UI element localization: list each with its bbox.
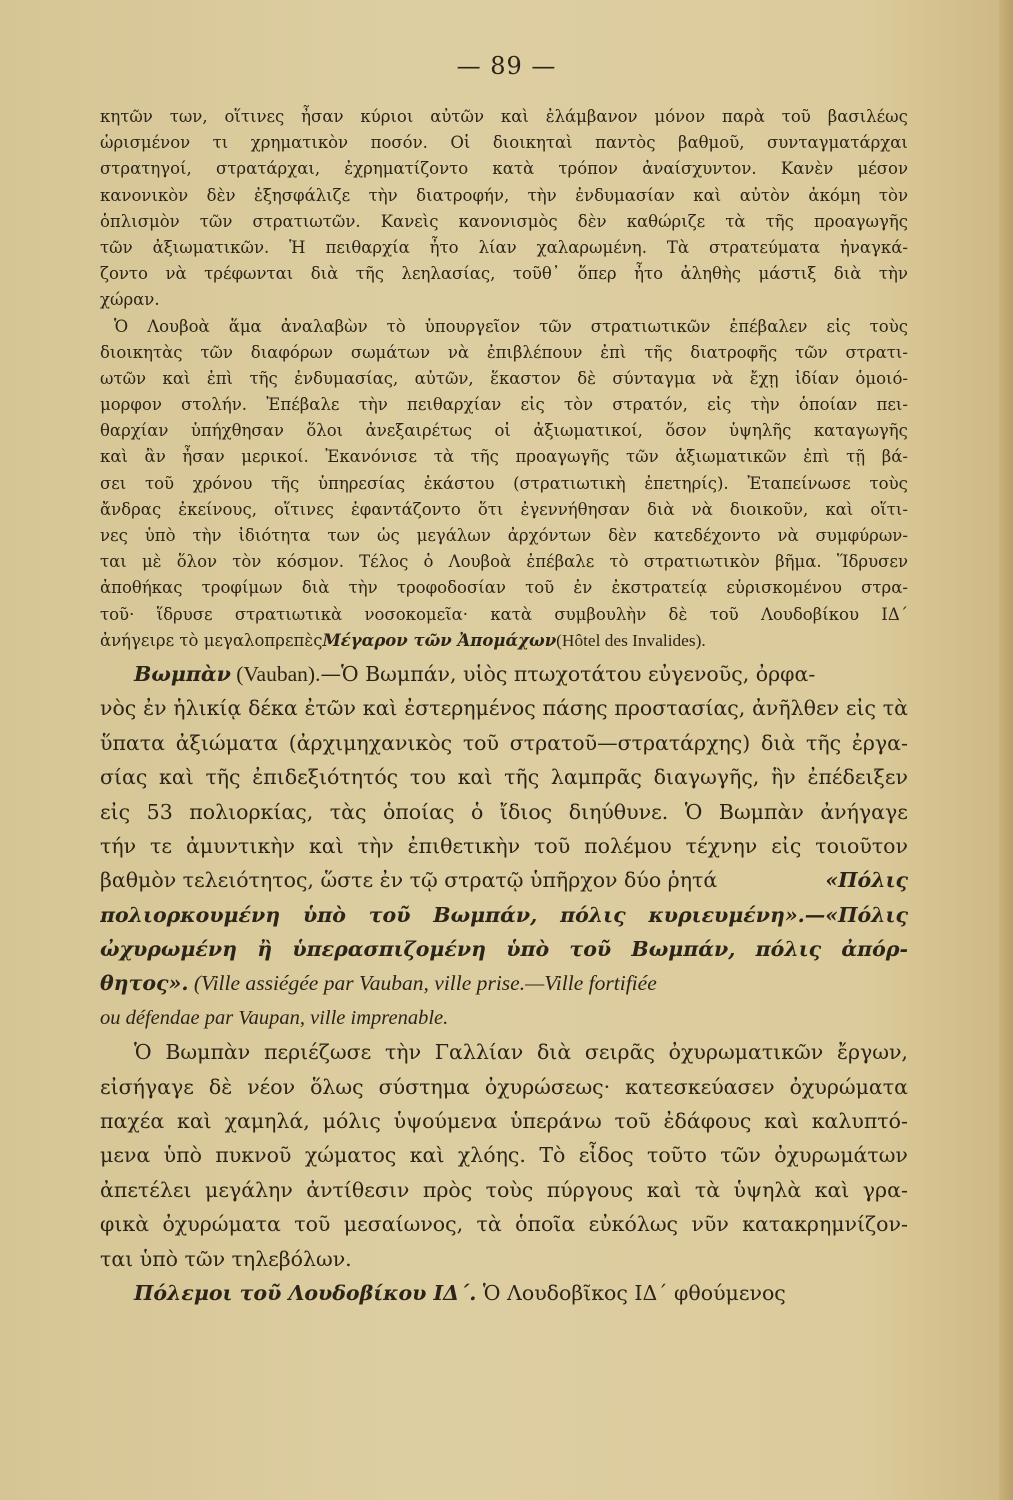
text-line: ἀπετέλει μεγάλην ἀντίθεσιν πρὸς τοὺς πύργους καὶ τὰ ὑψηλὰ καὶ γρα- — [100, 1177, 908, 1202]
text-line: νες ὑπὸ τὴν ἰδιότητα των ὡς μεγάλων ἀρχόντων δὲν κατεδέχοντο νὰ συμφύρων- — [100, 526, 908, 545]
text-line: σίας καὶ τῆς ἐπιδεξιότητός του καὶ τῆς λαμπρᾶς διαγωγῆς, ἣν ἐπέδειξεν — [100, 765, 908, 790]
text-line — [100, 966, 908, 1000]
text-line: Ὁ Βωμπὰν περιέζωσε τὴν Γαλλίαν διὰ σειρᾶς ὀχυρωματικῶν ἔργων, — [134, 1040, 908, 1065]
french-quote: (Ville assiégée par Vauban, ville prise.—Ville fortifiée — [188, 971, 657, 996]
quote-text: «Πόλις — [825, 868, 908, 893]
text-line — [100, 628, 908, 654]
text-line: ὁπλισμὸν τῶν στρατιωτῶν. Κανεὶς κανονισμὸς δὲν καθώριζε τὰ τῆς προαγωγῆς — [100, 211, 908, 231]
invalides-title: Μέγαρον τῶν Ἀπομάχων — [322, 630, 557, 650]
text-line: στρατηγοί, στρατάρχαι, ἐχρηματίζοντο κατὰ τρόπον ἀναίσχυντον. Κανὲν μέσον — [100, 159, 908, 179]
invalides-french: (Hôtel des Invalides). — [556, 630, 706, 650]
text-line: κανονικὸν δὲν ἐξησφάλιζε τὴν διατροφήν, τὴν ἐνδυμασίαν καὶ αὐτὸν ἀκόμη τὸν — [100, 185, 908, 205]
text-line: τήν τε ἀμυντικὴν καὶ τὴν ἐπιθετικὴν τοῦ πολέμου τέχνην εἰς τοιοῦτον — [100, 833, 908, 858]
quote-line: πολιορκουμένη ὑπὸ τοῦ Βωμπάν, πόλις κυριευμένη».—«Πόλις — [100, 902, 908, 927]
text-line: εἰσήγαγε δὲ νέον ὅλως σύστημα ὀχυρώσεως· κατεσκεύασεν ὀχυρώματα — [100, 1074, 908, 1099]
text-line — [100, 863, 908, 897]
text-line: ζοντο νὰ τρέφωνται διὰ τῆς λεηλασίας, τοῦθ᾽ ὅπερ ἦτο ἀληθὴς μάστιξ διὰ τὴν — [100, 264, 908, 284]
text-line: ται μὲ ὅλον τὸν κόσμον. Τέλος ὁ Λουβοὰ ἐπέβαλε τὸ στρατιωτικὸν βῆμα. Ἵδρυσεν — [100, 552, 908, 572]
text-span: —Ὁ Βωμπάν, υἱὸς πτωχοτάτου εὐγενοῦς, ὀρφα- — [320, 661, 816, 686]
text-line: καὶ ἂν ἦσαν μερικοί. Ἐκανόνισε τὰ τῆς προαγωγῆς τῶν ἀξιωματικῶν ἐπὶ τῇ βά- — [100, 447, 908, 467]
text-line: ται ὑπὸ τῶν τηλεβόλων. — [100, 1246, 352, 1271]
text-line — [100, 1276, 908, 1310]
text-span: ἀνήγειρε τὸ μεγαλοπρεπὲς — [100, 630, 323, 650]
wars-heading: Πόλεμοι τοῦ Λουδοβίκου ΙΔ´. — [134, 1280, 477, 1305]
text-line: σει τοῦ χρόνου τῆς ὑπηρεσίας ἑκάστου (στρατιωτικὴ ἐπετηρίς). Ἐταπείνωσε τοὺς — [100, 473, 908, 493]
page-text — [100, 104, 908, 1310]
text-line: θαρχίαν ὑπήχθησαν ὅλοι ἀνεξαιρέτως οἱ ἀξιωματικοί, ὅσον ὑψηλῆς καταγωγῆς — [100, 421, 908, 441]
text-line: κητῶν των, οἵτινες ἦσαν κύριοι αὐτῶν καὶ ἐλάμβανον μόνον παρὰ τοῦ βασιλέως — [100, 107, 908, 126]
text-line: τοῦ· ἵδρυσε στρατιωτικὰ νοσοκομεῖα· κατὰ συμβουλὴν δὲ τοῦ Λουδοβίκου ΙΔ´ — [100, 604, 908, 624]
page-edge — [999, 0, 1013, 1500]
page-number: — 89 — — [456, 52, 557, 80]
quote-text: θητος». — [100, 971, 189, 996]
text-line: ἀποθήκας τροφίμων διὰ τὴν τροφοδοσίαν τοῦ ἐν ἐκστρατείᾳ εὑρισκομένου στρα- — [100, 578, 908, 598]
text-line: Ὁ Λουβοὰ ἅμα ἀναλαβὼν τὸ ὑπουργεῖον τῶν στρατιωτικῶν ἐπέβαλεν εἰς τοὺς — [114, 316, 908, 336]
text-line: μενα ὑπὸ πυκνοῦ χώματος καὶ χλόης. Τὸ εἶδος τοῦτο τῶν ὀχυρωμάτων — [100, 1143, 908, 1168]
text-line: ἄνδρας ἐκείνους, οἵτινες ἐφαντάζοντο ὅτι ἐγεννήθησαν διὰ νὰ διοικοῦν, καὶ οἵτι- — [100, 499, 908, 519]
text-line: φικὰ ὀχυρώματα τοῦ μεσαίωνος, τὰ ὁποῖα εὐκόλως νῦν κατακρημνίζον- — [100, 1212, 908, 1237]
text-line: μορφον στολήν. Ἐπέβαλε τὴν πειθαρχίαν εἰς τὸν στρατόν, εἰς τὴν ὁποίαν πει- — [100, 395, 908, 415]
text-line: ὡρισμένον τι χρηματικὸν ποσόν. Οἱ διοικηταὶ παντὸς βαθμοῦ, συνταγματάρχαι — [100, 133, 908, 153]
text-line — [100, 657, 908, 691]
vauban-heading: Βωμπὰν — [134, 661, 231, 686]
french-quote-line: ou défendae par Vaupan, ville imprenable. — [100, 1006, 449, 1029]
text-span: βαθμὸν τελειότητος, ὥστε ἐν τῷ στρατῷ ὑπῆρχον δύο ῥητά — [100, 868, 718, 893]
small-print-section — [100, 104, 908, 654]
text-span: Ὁ Λουδοβῖκος ΙΔ´ φθούμενος — [476, 1280, 786, 1305]
text-line: τῶν ἀξιωματικῶν. Ἡ πειθαρχία ἦτο λίαν χαλαρωμένη. Τὰ στρατεύματα ἠναγκά- — [100, 237, 908, 257]
vauban-latin: (Vauban). — [230, 661, 321, 686]
text-line: εἰς 53 πολιορκίας, τὰς ὁποίας ὁ ἴδιος διηύθυνε. Ὁ Βωμπὰν ἀνήγαγε — [100, 799, 908, 824]
text-line: παχέα καὶ χαμηλά, μόλις ὑψούμενα ὑπεράνω τοῦ ἐδάφους καὶ καλυπτό- — [100, 1109, 908, 1134]
text-line: ωτῶν καὶ ἐπὶ τῆς ἐνδυμασίας, αὐτῶν, ἕκαστον δὲ σύνταγμα νὰ ἔχῃ ἰδίαν ὁμοιό- — [100, 368, 908, 388]
quote-line: ὠχυρωμένη ἢ ὑπερασπιζομένη ὑπὸ τοῦ Βωμπάν, πόλις ἀπόρ- — [100, 937, 908, 962]
text-line: νὸς ἐν ἡλικίᾳ δέκα ἐτῶν καὶ ἐστερημένος πάσης προστασίας, ἀνῆλθεν εἰς τὰ — [100, 696, 908, 721]
text-line: ὕπατα ἀξιώματα (ἀρχιμηχανικὸς τοῦ στρατοῦ—στρατάρχης) διὰ τῆς ἐργα- — [100, 730, 908, 755]
vauban-section — [100, 657, 908, 1310]
text-line: διοικητὰς τῶν διαφόρων σωμάτων νὰ ἐπιβλέπουν ἐπὶ τῆς διατροφῆς τῶν στρατι- — [100, 342, 908, 362]
text-line: χώραν. — [100, 290, 160, 310]
